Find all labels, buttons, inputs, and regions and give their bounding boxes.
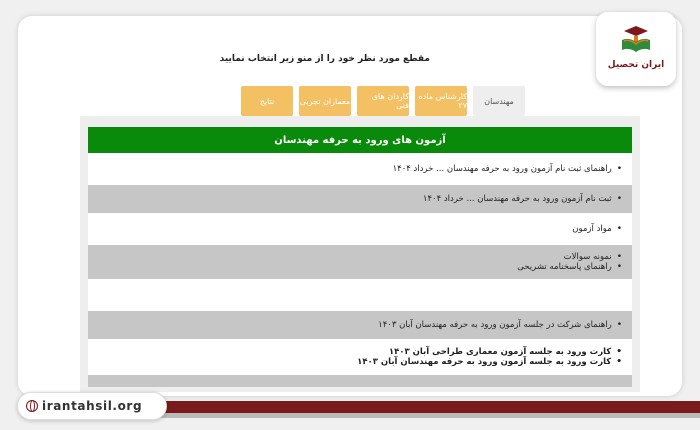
tab-bar xyxy=(241,86,525,116)
list-row xyxy=(88,185,632,213)
brand-logo xyxy=(596,12,676,86)
footer-bar xyxy=(130,401,700,413)
architecture-entry-card-link[interactable]: • کارت ورود به جلسه آزمون معماری طراحی آبان ۱۴۰۳ xyxy=(98,347,622,357)
tab-empirical-architects[interactable]: معماران تجربی xyxy=(299,86,351,116)
list-row xyxy=(88,245,632,279)
link-list xyxy=(88,153,632,387)
content-panel xyxy=(80,116,640,392)
list-row xyxy=(88,153,632,185)
engineers-entry-card-link[interactable]: • کارت ورود به جلسه آزمون ورود به حرفه مهندسان آبان ۱۴۰۳ xyxy=(98,357,622,367)
instruction-text: مقطع مورد نظر خود را از منو زیر انتخاب نمایید xyxy=(219,54,430,64)
section-title: آزمون های ورود به حرفه مهندسان xyxy=(88,127,632,153)
book-graduation-icon xyxy=(618,24,654,54)
tab-engineers[interactable]: مهندسان xyxy=(473,86,525,116)
sample-questions-link[interactable]: • نمونه سوالات xyxy=(98,252,622,262)
globe-icon xyxy=(26,400,38,412)
list-row xyxy=(88,279,632,311)
site-url-badge[interactable] xyxy=(17,392,167,420)
list-row xyxy=(88,311,632,339)
session-guide-link[interactable]: • راهنمای شرکت در جلسه آزمون ورود به حرفه مهندسان آبان ۱۴۰۳ xyxy=(98,320,622,330)
brand-name: ایران تحصیل xyxy=(607,60,665,70)
tab-technicians[interactable]: کاردان های فنی xyxy=(357,86,409,116)
exam-subjects-link[interactable]: • مواد آزمون xyxy=(98,224,622,234)
list-row xyxy=(88,213,632,245)
site-url: irantahsil.org xyxy=(42,399,143,413)
list-row xyxy=(88,375,632,387)
list-row xyxy=(88,339,632,375)
answer-guide-link[interactable]: • راهنمای پاسخنامه تشریحی xyxy=(98,262,622,272)
tab-results[interactable]: نتایج xyxy=(241,86,293,116)
tab-article-27[interactable]: کارشناس ماده ۲۷ xyxy=(415,86,467,116)
registration-guide-link[interactable]: • راهنمای ثبت نام آزمون ورود به حرفه مهندسان ... خرداد ۱۴۰۴ xyxy=(98,164,622,174)
registration-link[interactable]: • ثبت نام آزمون ورود به حرفه مهندسان ... خرداد ۱۴۰۴ xyxy=(98,194,622,204)
page-content xyxy=(40,32,640,392)
